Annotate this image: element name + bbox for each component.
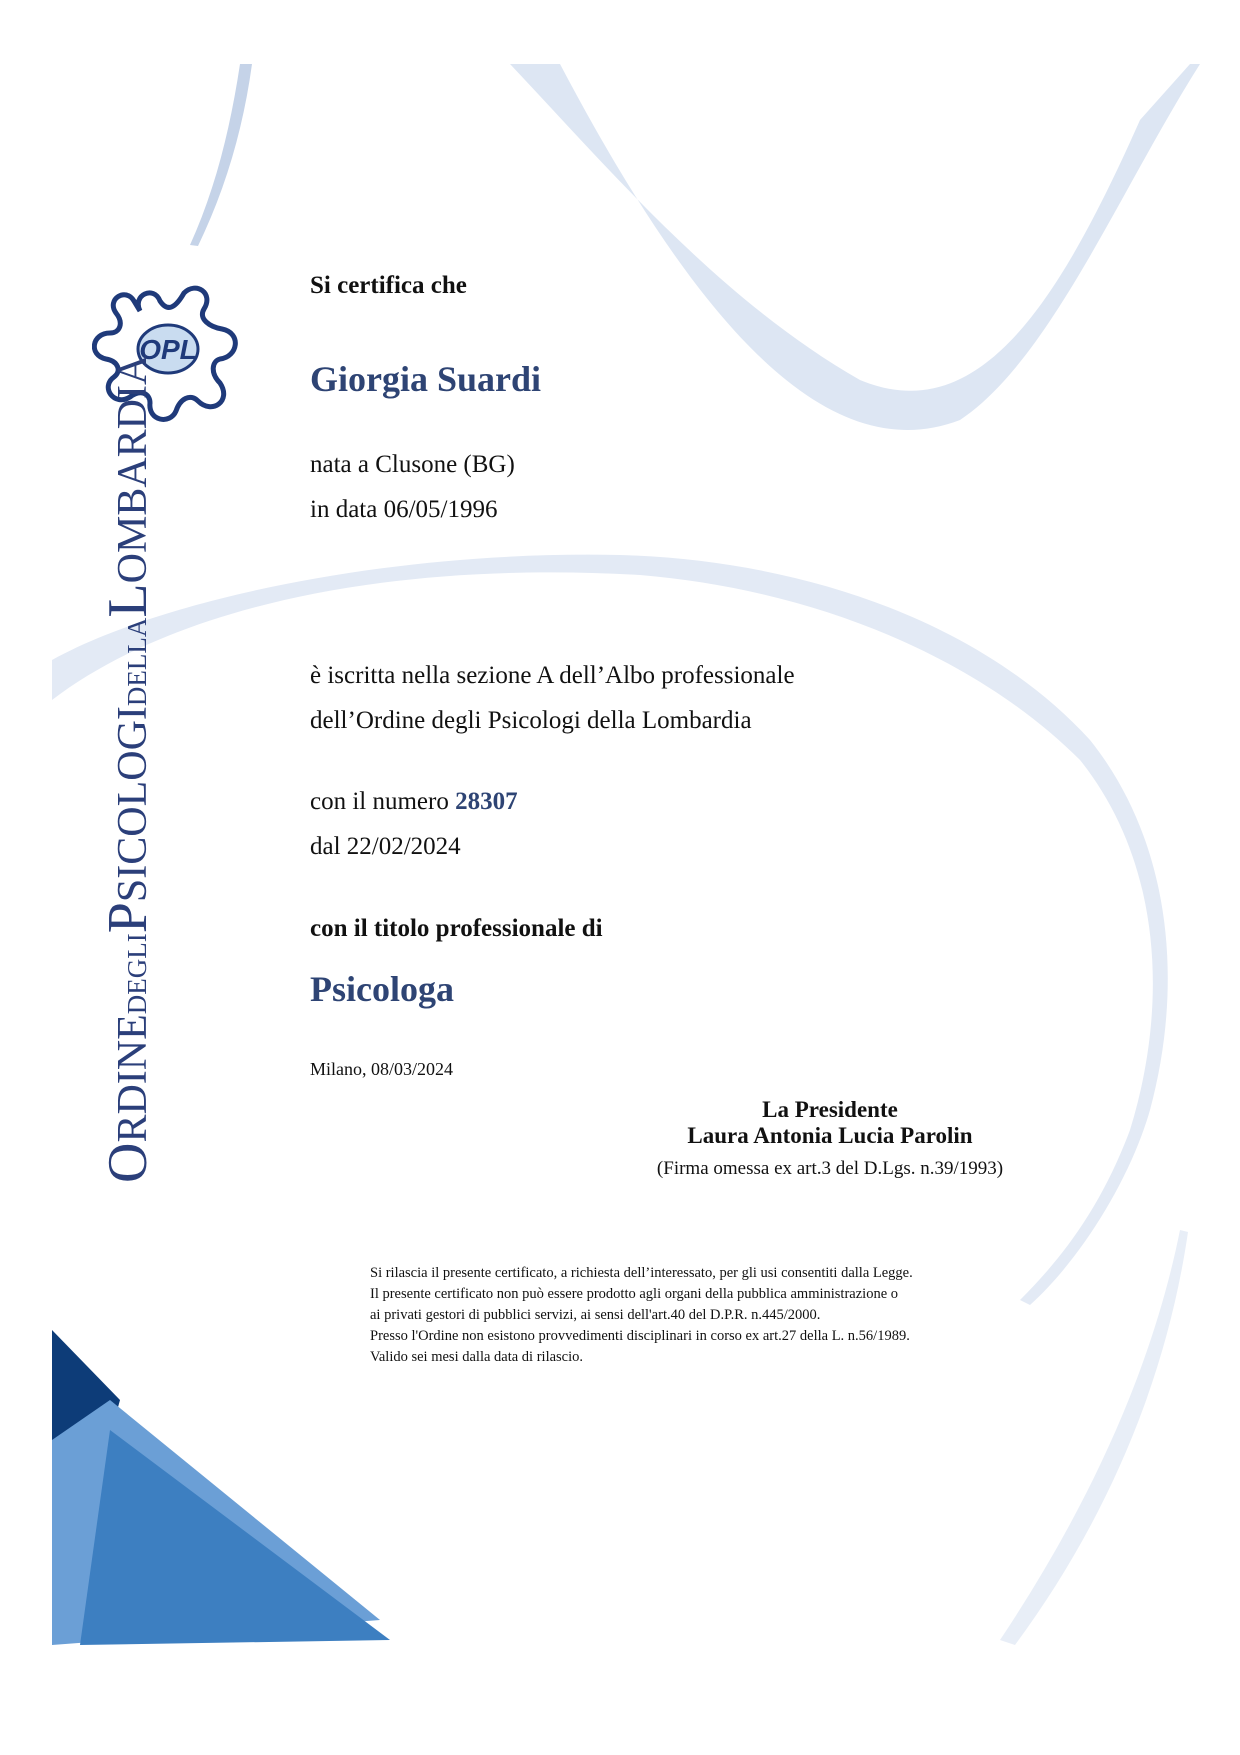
registration-date: dal 22/02/2024 bbox=[310, 833, 461, 860]
signatory-role: La Presidente bbox=[762, 1097, 898, 1122]
footer-line: Si rilascia il presente certificato, a richiesta dell’interessato, per gli usi consentiti dalla Legge. bbox=[370, 1265, 913, 1281]
footer-line: Il presente certificato non può essere prodotto agli organi della pubblica amministrazione o bbox=[370, 1286, 899, 1302]
footer-line: Presso l'Ordine non esistono provvedimenti disciplinari in corso ex art.27 della L. n.56/1989. bbox=[370, 1328, 910, 1344]
professional-title: Psicologa bbox=[310, 969, 454, 1009]
issue-place-date: Milano, 08/03/2024 bbox=[310, 1059, 453, 1079]
signatory-name: Laura Antonia Lucia Parolin bbox=[687, 1123, 973, 1148]
legal-footer bbox=[370, 1263, 913, 1368]
holder-name: Giorgia Suardi bbox=[310, 359, 542, 399]
swoosh-top-right bbox=[510, 64, 1200, 430]
logo-letters: OPL bbox=[139, 334, 197, 365]
signature-note: (Firma omessa ex art.3 del D.Lgs. n.39/1993) bbox=[656, 1158, 1004, 1179]
register-order-line: dell’Ordine degli Psicologi della Lombardia bbox=[310, 707, 752, 734]
birth-date: in data 06/05/1996 bbox=[310, 496, 498, 523]
registration-number-line bbox=[310, 788, 518, 816]
organization-vertical-name: ORDINEDEGLIPSICOLOGIDELLALOMBARDIA bbox=[97, 354, 159, 1183]
signature-block bbox=[640, 1097, 1020, 1180]
corner-mid-shape bbox=[80, 1430, 390, 1645]
footer-line: ai privati gestori di pubblici servizi, ai sensi dell'art.40 del D.P.R. n.445/2000. bbox=[370, 1307, 821, 1323]
registration-number-label: con il numero bbox=[310, 788, 449, 815]
professional-title-intro: con il titolo professionale di bbox=[310, 915, 603, 942]
registration-number: 28307 bbox=[455, 788, 518, 815]
birth-place: nata a Clusone (BG) bbox=[310, 451, 515, 478]
footer-line: Valido sei mesi dalla data di rilascio. bbox=[370, 1349, 584, 1365]
register-section-line: è iscritta nella sezione A dell’Albo professionale bbox=[310, 662, 795, 689]
swoosh-top-left bbox=[190, 64, 252, 246]
certification-intro: Si certifica che bbox=[310, 272, 467, 299]
